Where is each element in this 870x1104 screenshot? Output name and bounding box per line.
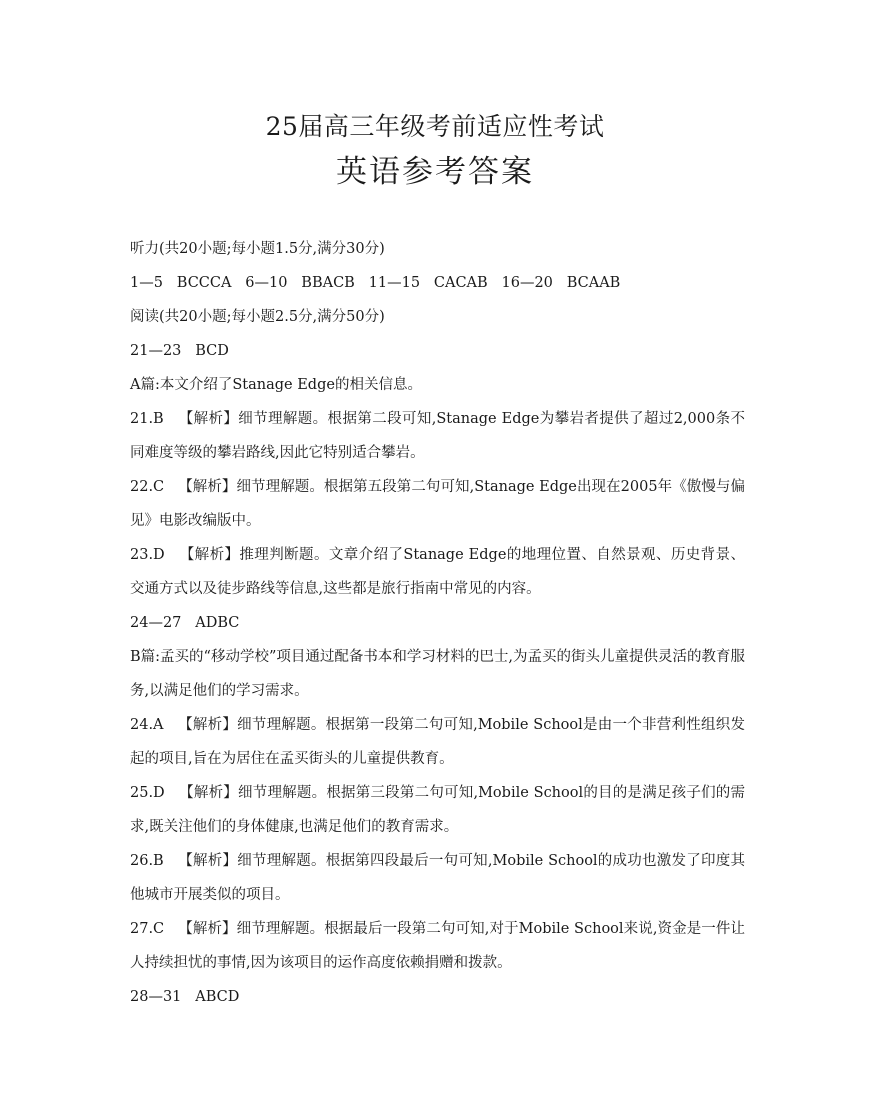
exam-title: 25届高三年级考前适应性考试	[265, 112, 605, 141]
group-b-answers: 24—27 ADBC	[130, 615, 240, 631]
passage-b-summary: B篇:孟买的“移动学校”项目通过配备书本和学习材料的巴士,为孟买的街头儿童提供灵活的教育服务,以满足他们的学习需求。	[130, 649, 745, 699]
explanation-q27: 27.C 【解析】细节理解题。根据最后一段第二句可知,对于Mobile School来说,资金是一件让人持续担忧的事情,因为该项目的运作高度依赖捐赠和拨款。	[130, 921, 745, 971]
passage-a-summary: A篇:本文介绍了Stanage Edge的相关信息。	[130, 377, 422, 393]
listening-heading: 听力(共20小题;每小题1.5分,满分30分)	[130, 241, 385, 257]
explanation-q24: 24.A 【解析】细节理解题。根据第一段第二句可知,Mobile School是由一个非营利性组织发起的项目,旨在为居住在孟买街头的儿童提供教育。	[130, 717, 745, 767]
listening-answers: 1—5 BCCCA 6—10 BBACB 11—15 CACAB 16—20 BCAAB	[130, 275, 621, 291]
explanation-q25: 25.D 【解析】细节理解题。根据第三段第二句可知,Mobile School的目的是满足孩子们的需求,既关注他们的身体健康,也满足他们的教育需求。	[130, 785, 745, 835]
answer-body	[130, 232, 745, 1014]
explanation-q26: 26.B 【解析】细节理解题。根据第四段最后一句可知,Mobile School的成功也激发了印度其他城市开展类似的项目。	[130, 853, 745, 903]
group-c-answers: 28—31 ABCD	[130, 989, 240, 1005]
explanation-q21: 21.B 【解析】细节理解题。根据第二段可知,Stanage Edge为攀岩者提供了超过2,000条不同难度等级的攀岩路线,因此它特别适合攀岩。	[130, 411, 745, 461]
group-a-answers: 21—23 BCD	[130, 343, 229, 359]
reading-heading: 阅读(共20小题;每小题2.5分,满分50分)	[130, 309, 385, 325]
explanation-q23: 23.D 【解析】推理判断题。文章介绍了Stanage Edge的地理位置、自然景观、历史背景、交通方式以及徒步路线等信息,这些都是旅行指南中常见的内容。	[130, 547, 745, 597]
explanation-q22: 22.C 【解析】细节理解题。根据第五段第二句可知,Stanage Edge出现在2005年《傲慢与偏见》电影改编版中。	[130, 479, 745, 529]
document-subtitle: 英语参考答案	[336, 154, 534, 190]
